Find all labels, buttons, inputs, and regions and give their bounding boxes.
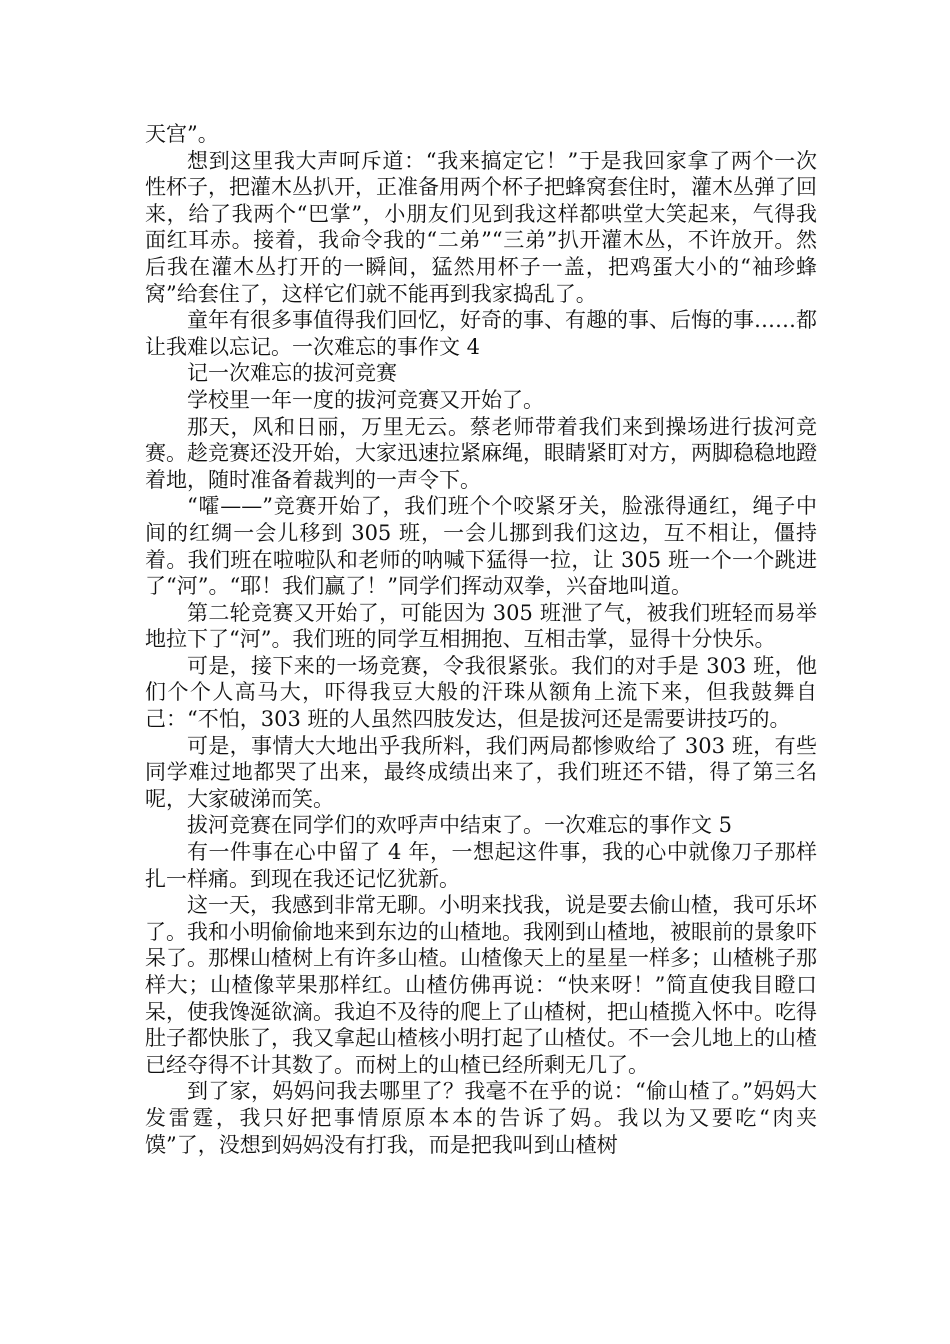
essay-title: 记一次难忘的拔河竞赛 [187,361,397,386]
paragraph: 想到这里我大声呵斥道：“我来搞定它！”于是我回家拿了两个一次性杯子，把灌木丛扒开，正准备用两个杯子把蜂窝套住时，灌木丛弹了回来，给了我两个“巴掌”，小朋友们见到我这样都哄堂大笑起来，气得我面红耳赤。接着，我命令我的“二弟”“三弟”扒开灌木丛，不许放开。然后我在灌木丛打开的一瞬间，猛然用杯子一盖，把鸡蛋大小的“袖珍蜂窝”给套住了，这样它们就不能再到我家捣乱了。 [145,148,817,306]
paragraph: 拔河竞赛在同学们的欢呼声中结束了。一次难忘的事作文 5 [187,813,733,838]
paragraph: 可是，事情大大地出乎我所料，我们两局都惨败给了 303 班，有些同学难过地都哭了出来，最终成绩出来了，我们班还不错，得了第三名呢，大家破涕而笑。 [145,733,817,811]
paragraph: 这一天，我感到非常无聊。小明来找我，说是要去偷山楂，我可乐坏了。我和小明偷偷地来到东边的山楂地。我刚到山楂地，被眼前的景象吓呆了。那棵山楂树上有许多山楂。山楂像天上的星星一样多；山楂桃子那样大；山楂像苹果那样红。山楂仿佛再说：“快来呀！”简直使我目瞪口呆，使我馋涎欲滴。我迫不及待的爬上了山楂树，把山楂揽入怀中。吃得肚子都快胀了，我又拿起山楂核小明打起了山楂仗。不一会儿地上的山楂已经夺得不计其数了。而树上的山楂已经所剩无几了。 [145,893,817,1077]
document-body [145,121,817,1158]
paragraph: “嚯——”竞赛开始了，我们班个个咬紧牙关，脸涨得通红，绳子中间的红绸一会儿移到 305 班，一会儿挪到我们这边，互不相让，僵持着。我们班在啦啦队和老师的呐喊下猛得一拉，让 305 班一个一个跳进了“河”。“耶！我们赢了！”同学们挥动双拳，兴奋地叫道。 [145,494,817,599]
paragraph: 有一件事在心中留了 4 年，一想起这件事，我的心中就像刀子那样扎一样痛。到现在我还记忆犹新。 [145,840,817,891]
paragraph: 可是，接下来的一场竞赛，令我很紧张。我们的对手是 303 班，他们个个人高马大，吓得我豆大般的汗珠从额角上流下来，但我鼓舞自己：“不怕，303 班的人虽然四肢发达，但是拔河还是需要讲技巧的。 [145,653,817,732]
paragraph: 学校里一年一度的拔河竞赛又开始了。 [187,387,544,412]
paragraph: 童年有很多事值得我们回忆，好奇的事、有趣的事、后悔的事……都让我难以忘记。一次难忘的事作文 4 [145,308,817,359]
paragraph-continuation: 天宫”。 [145,122,219,146]
paragraph: 第二轮竞赛又开始了，可能因为 305 班泄了气，被我们班轻而易举地拉下了“河”。我们班的同学互相拥抱、互相击掌，显得十分快乐。 [145,600,817,652]
paragraph: 到了家，妈妈问我去哪里了？我毫不在乎的说：“偷山楂了。”妈妈大发雷霆，我只好把事情原原本本的告诉了妈。我以为又要吃“肉夹馍”了，没想到妈妈没有打我，而是把我叫到山楂树 [145,1079,817,1157]
paragraph: 那天，风和日丽，万里无云。蔡老师带着我们来到操场进行拔河竞赛。趁竞赛还没开始，大家迅速拉紧麻绳，眼睛紧盯对方，两脚稳稳地蹬着地，随时准备着裁判的一声令下。 [145,414,817,492]
